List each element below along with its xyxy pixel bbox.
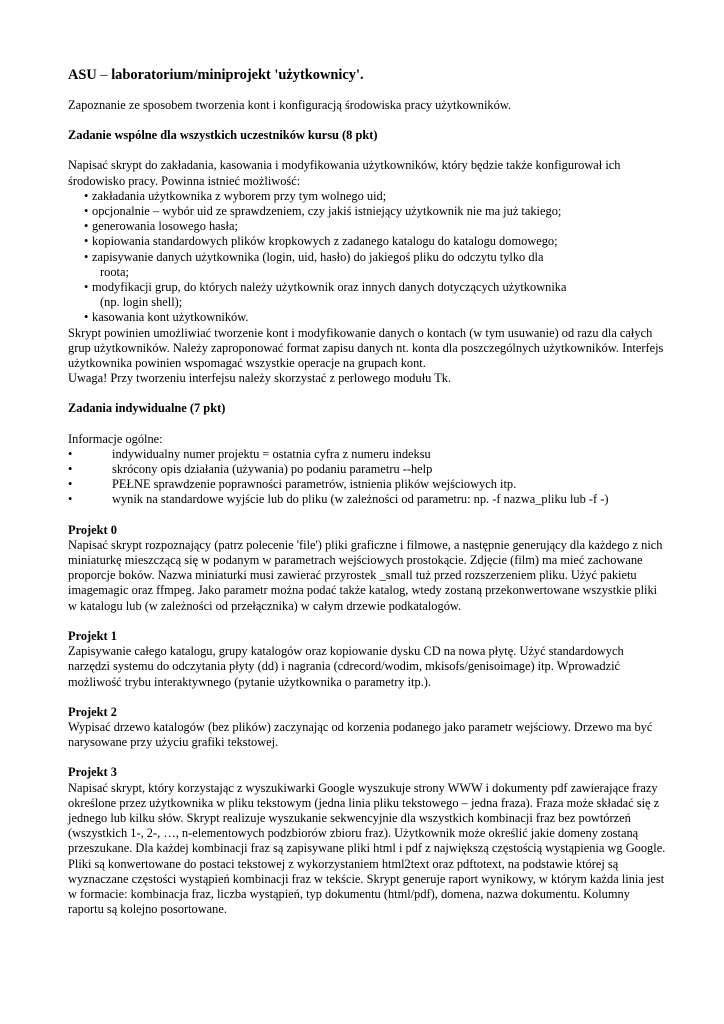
- list-item: • zapisywanie danych użytkownika (login, uid, hasło) do jakiegoś pliku do odczytu tylko dla roota;: [84, 250, 668, 280]
- project-1-heading: Projekt 1: [68, 628, 117, 643]
- general-info-list: [68, 447, 668, 508]
- general-info-label: Informacje ogólne:: [68, 431, 163, 446]
- list-item: • indywidualny numer projektu = ostatnia cyfra z numeru indeksu: [68, 447, 668, 462]
- project-1-body: Zapisywanie całego katalogu, grupy katalogów oraz kopiowanie dysku CD na nowa płytę. Użyć standardowych narzędzi systemu do odczytania płyty (dd) i nagrania (cdrecord/wodim, mkisofs/genisoimage) itp. Wprowadzić możliwość trybu interaktywnego (pytanie użytkownika o parametry itp.).: [68, 644, 624, 689]
- list-item: • modyfikacji grup, do których należy użytkownik oraz innych danych dotyczących użytkownika (np. login shell);: [84, 280, 668, 310]
- title-rest: laboratorium/miniprojekt 'użytkownicy'.: [111, 67, 364, 83]
- list-item: • generowania losowego hasła;: [84, 219, 668, 234]
- list-item: • skrócony opis działania (używania) po podaniu parametru --help: [68, 462, 668, 477]
- list-item: • wynik na standardowe wyjście lub do pliku (w zależności od parametru: np. -f nazwa_pliku lub -f -): [68, 492, 668, 507]
- project-2-body: Wypisać drzewo katalogów (bez plików) zaczynając od korzenia podanego jako parametr wejściowy. Drzewo ma być narysowane przy użyciu grafiki tekstowej.: [68, 719, 653, 750]
- title-main: ASU: [68, 67, 97, 83]
- list-item: • zakładania użytkownika z wyborem przy tym wolnego uid;: [84, 189, 668, 204]
- title-dash: –: [96, 67, 112, 83]
- project-0-heading: Projekt 0: [68, 522, 117, 537]
- intro-paragraph: Zapoznanie ze sposobem tworzenia kont i konfiguracją środowiska pracy użytkowników.: [68, 98, 512, 112]
- page-title: [68, 66, 668, 84]
- common-task-note: Uwaga! Przy tworzeniu interfejsu należy skorzystać z perlowego modułu Tk.: [68, 371, 452, 386]
- list-item: • opcjonalnie – wybór uid ze sprawdzeniem, czy jakiś istniejący użytkownik nie ma już takiego;: [84, 204, 668, 219]
- common-task-heading: Zadanie wspólne dla wszystkich uczestników kursu (8 pkt): [68, 128, 378, 143]
- list-item: • kasowania kont użytkowników.: [84, 310, 668, 325]
- individual-task-heading: Zadania indywidualne (7 pkt): [68, 401, 226, 416]
- list-item: • kopiowania standardowych plików kropkowych z zadanego katalogu do katalogu domowego;: [84, 234, 668, 249]
- project-3-body: Napisać skrypt, który korzystając z wyszukiwarki Google wyszukuje strony WWW i dokumenty pdf zawierające frazy określone przez użytkownika w pliku tekstowym (jedna linia pliku tekstowego – jedna fraza). Fraza może składać się z jednego lub kilku słów. Skrypt realizuje wyszukanie sekwencyjnie dla wszystkich kombinacji fraz bez powtórzeń (wszystkich 1-, 2-, …, n-elementowych podzbiorów zbioru fraz). Użytkownik może określić jakie domeny zostaną przeszukane. Dla każdej kombinacji fraz są zapisywane pliki html i pdf z największą częstością wystąpienia wg Google. Pliki są konwertowane do postaci tekstowej z wykorzystaniem html2text oraz pdftotext, na podstawie której są wyznaczane częstości wystąpień kombinacji fraz w tekście. Skrypt generuje raport wynikowy, w którym każda linia jest w formacie: kombinacja fraz, liczba wystąpień, typ dokumentu (html/pdf), domena, nazwa dokumentu. Kolumny raportu są kolejno posortowane.: [68, 780, 666, 917]
- project-3-heading: Projekt 3: [68, 765, 117, 780]
- project-2-heading: Projekt 2: [68, 704, 117, 719]
- project-0-body: Napisać skrypt rozpoznający (patrz polecenie 'file') pliki graficzne i filmowe, a następnie generujący dla każdego z nich miniaturkę mieszczącą się w podanym w parametrach wejściowych prostokącie. Zdjęcie (film) ma mieć zachowane proporcje boków. Nazwa miniaturki musi zawierać przyrostek _small tuż przed rozszerzeniem pliku. Użyć pakietu imagemagic oraz ffmpeg. Jako parametr można podać także katalog, wtedy zostaną przekonwertowane wszystkie pliki w katalogu lub (w zależności od przełącznika) w całym drzewie podkatalogów.: [68, 537, 663, 613]
- list-item: • PEŁNE sprawdzenie poprawności parametrów, istnienia plików wejściowych itp.: [68, 477, 668, 492]
- document-page: [68, 66, 668, 917]
- common-task-after: Skrypt powinien umożliwiać tworzenie kont i modyfikowanie danych o kontach (w tym usuwanie) od razu dla całych grup użytkowników. Należy zaproponować format zapisu danych nt. konta dla poszczególnych użytkowników. Interfejs użytkownika powinien wspomagać wszystkie operacje na grupach kont.: [68, 325, 664, 371]
- common-task-list: [68, 189, 668, 326]
- common-task-lead: Napisać skrypt do zakładania, kasowania i modyfikowania użytkowników, który będzie także konfigurował ich środowisko pracy. Powinna istnieć możliwość:: [68, 158, 621, 188]
